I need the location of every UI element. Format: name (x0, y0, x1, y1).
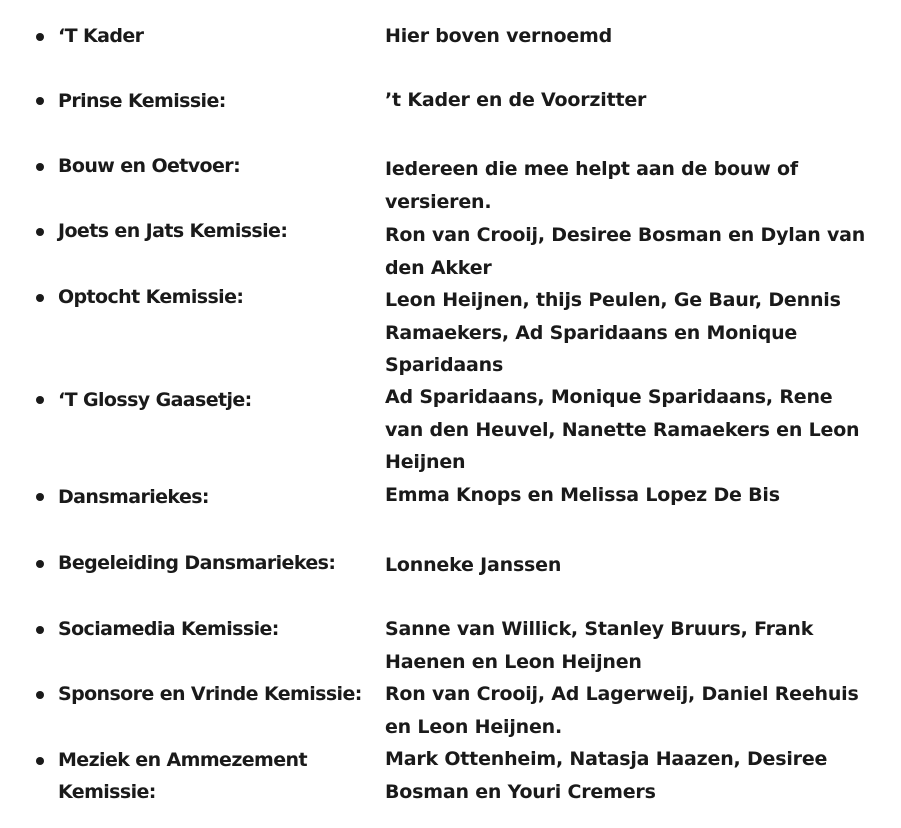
committee-role: Sociamedia Kemissie: (58, 618, 279, 640)
committee-role: Prinse Kemissie: (58, 90, 226, 112)
committee-members: Sanne van Willick, Stanley Bruurs, Frank Haenen en Leon Heijnen (385, 618, 814, 673)
bullet-icon (36, 163, 44, 171)
committee-role: Dansmariekes: (58, 486, 209, 508)
committee-members: ’t Kader en de Voorzitter (385, 89, 647, 111)
committee-members: Leon Heijnen, thijs Peulen, Ge Baur, Dennis Ramaekers, Ad Sparidaans en Monique Sparidaans (385, 289, 841, 376)
bullet-icon (36, 396, 44, 404)
bullet-icon (36, 560, 44, 568)
committee-members: Hier boven vernoemd (385, 25, 613, 47)
committee-role: Meziek en Ammezement Kemissie: (58, 749, 307, 803)
bullet-icon (36, 691, 44, 699)
committee-role: Bouw en Oetvoer: (58, 155, 241, 177)
committee-role: Sponsore en Vrinde Kemissie: (58, 683, 362, 705)
bullet-icon (36, 626, 44, 634)
committee-role: ‘T Kader (58, 25, 144, 47)
bullet-icon (36, 33, 44, 41)
committee-role: Joets en Jats Kemissie: (58, 220, 288, 242)
committee-members: Ad Sparidaans, Monique Sparidaans, Rene van den Heuvel, Nanette Ramaekers en Leon Heijnen (385, 386, 860, 473)
committee-members: Iedereen die mee helpt aan de bouw of versieren. (385, 158, 798, 213)
bullet-icon (36, 228, 44, 236)
committee-members: Ron van Crooij, Desiree Bosman en Dylan van den Akker (385, 224, 866, 279)
committee-members: Lonneke Janssen (385, 554, 562, 576)
bullet-icon (36, 97, 44, 105)
committee-members: Mark Ottenheim, Natasja Haazen, Desiree Bosman en Youri Cremers (385, 748, 828, 803)
committee-members: Ron van Crooij, Ad Lagerweij, Daniel Reehuis en Leon Heijnen. (385, 683, 859, 738)
committee-role: ‘T Glossy Gaasetje: (58, 389, 252, 411)
bullet-icon (36, 493, 44, 501)
committee-role: Optocht Kemissie: (58, 286, 244, 308)
bullet-icon (36, 294, 44, 302)
committee-role: Begeleiding Dansmariekes: (58, 552, 336, 574)
bullet-icon (36, 757, 44, 765)
committee-members: Emma Knops en Melissa Lopez De Bis (385, 484, 780, 506)
